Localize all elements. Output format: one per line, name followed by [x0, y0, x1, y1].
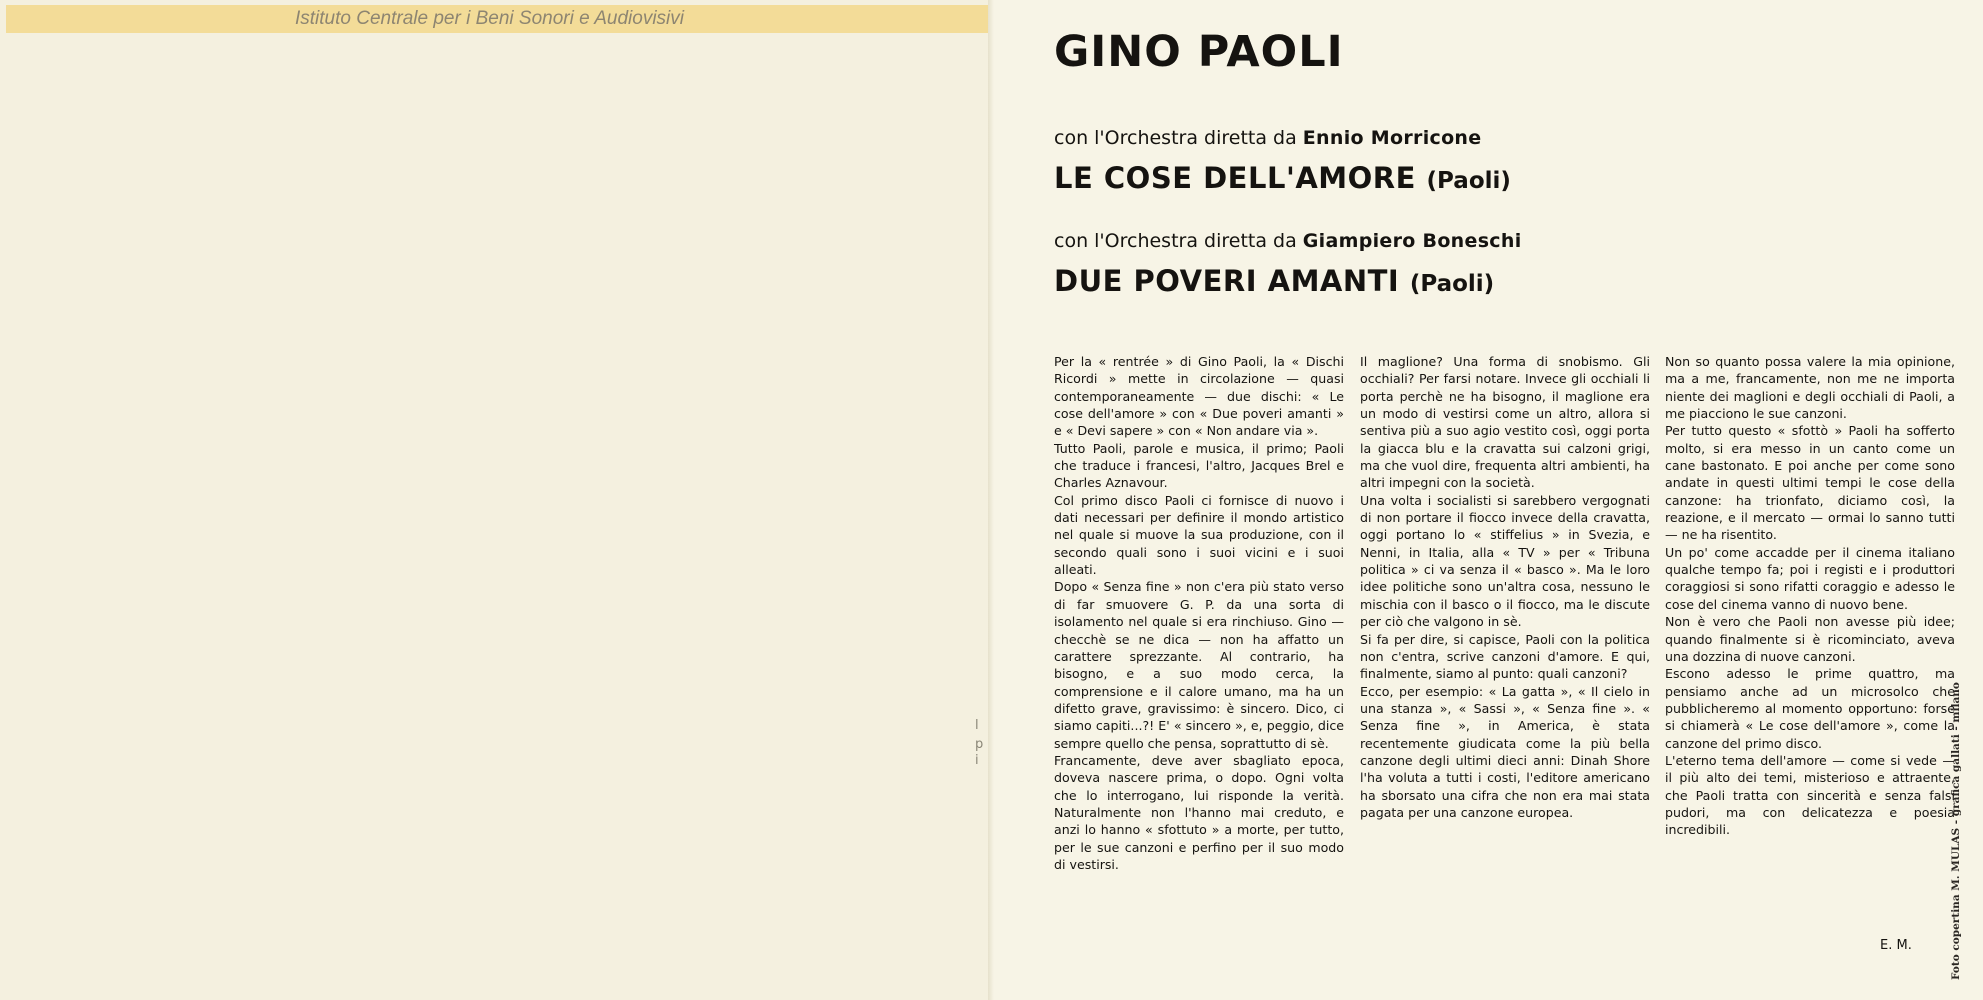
- paragraph: Si fa per dire, si capisce, Paoli con la politica non c'entra, scrive canzoni d'amore. E qui, finalmente, siamo al punto: quali canzoni?: [1360, 631, 1650, 682]
- paragraph: Per tutto questo « sfottò » Paoli ha sofferto molto, si era messo in un canto come un cane bastonato. E poi anche per come sono andate in questi ultimi tempi le cose della canzone: ha trionfato, diciamo così, la reazione, e il mercato — ormai lo sanno tutti — ne ha risentito.: [1665, 423, 1955, 543]
- liner-notes-column-1: [1054, 353, 1344, 873]
- orchestra-prefix: con l'Orchestra diretta da: [1054, 127, 1297, 149]
- left-blank-page: [0, 0, 990, 1000]
- paragraph: Tutto Paoli, parole e musica, il primo; Paoli che traduce i francesi, l'altro, Jacques Brel e Charles Aznavour.: [1054, 440, 1344, 491]
- song-composer: (Paoli): [1426, 168, 1511, 194]
- paragraph: Francamente, deve aver sbagliato epoca, doveva nascere prima, o dopo. Ogni volta che lo interrogano, lui risponde la verità. Naturalmente non l'hanno mai creduto, e anzi lo hanno « sfottuto » a morte, per tutto, per le sue canzoni e perfino per il suo modo di vestirsi.: [1054, 752, 1344, 872]
- song-title: DUE POVERI AMANTI: [1054, 264, 1400, 298]
- orchestra-credit-2: [1054, 228, 1522, 254]
- conductor-name: Ennio Morricone: [1302, 127, 1482, 149]
- paragraph: L'eterno tema dell'amore — come si vede — il più alto dei temi, misterioso e attraente, che Paoli tratta con sincerità e senza falsi pudori, ma con delicatezza e poesia incredibili.: [1665, 752, 1955, 838]
- orchestra-prefix: con l'Orchestra diretta da: [1054, 230, 1297, 252]
- conductor-name: Giampiero Boneschi: [1302, 230, 1522, 252]
- archive-banner: Istituto Centrale per i Beni Sonori e Audiovisivi: [6, 5, 1005, 33]
- paragraph: Una volta i socialisti si sarebbero vergognati di non portare il fiocco invece della cravatta, oggi portano lo « stiffelius » in Svezia, e Nenni, in Italia, alla « TV » per « Tribuna politica » ci va senza il « basco ». Ma le loro idee politiche sono un'altra cosa, nessuno le mischia con il basco o il fiocco, ma le discute per ciò che valgono in sè.: [1360, 492, 1650, 630]
- song-title: LE COSE DELL'AMORE: [1054, 161, 1416, 195]
- liner-notes-column-3: [1665, 353, 1955, 839]
- photo-credit-vertical: Foto copertina M. MULAS - grafica gallati - milano: [1950, 682, 1962, 980]
- liner-notes-column-2: [1360, 353, 1650, 821]
- song-composer: (Paoli): [1409, 271, 1495, 297]
- paragraph: Per la « rentrée » di Gino Paoli, la « Dischi Ricordi » mette in circolazione — quasi contemporaneamente — due dischi: « Le cose dell'amore » con « Due poveri amanti » e « Devi sapere » con « Non andare via ».: [1054, 354, 1344, 439]
- paragraph: Col primo disco Paoli ci fornisce di nuovo i dati necessari per definire il mondo artistico nel quale si muove la sua produzione, con il secondo quali sono i suoi vicini e i suoi alleati.: [1054, 492, 1344, 578]
- bleed-through-mark: l: [975, 718, 979, 733]
- paragraph: Escono adesso le prime quattro, ma pensiamo anche ad un microsolco che pubblicheremo al momento opportuno: forse si chiamerà « Le cose dell'amore », come la canzone del primo disco.: [1665, 666, 1955, 751]
- orchestra-credit-1: [1054, 125, 1481, 151]
- bleed-through-mark: i: [975, 753, 979, 768]
- paragraph: Ecco, per esempio: « La gatta », « Il cielo in una stanza », « Sassi », « Senza fine ». « Senza fine », in America, è stata recentemente giudicata come la più bella canzone degli ultimi dieci anni: Dinah Shore l'ha voluta a tutti i costi, l'editore americano ha sborsato una cifra che non era mai stata pagata per una canzone europea.: [1360, 683, 1650, 820]
- song-title-2: [1054, 263, 1494, 302]
- paragraph: Un po' come accadde per il cinema italiano qualche tempo fa; poi i registi e i produttori coraggiosi si sono rifatti coraggio e adesso le cose del cinema vanno di nuovo bene.: [1665, 544, 1955, 612]
- author-signature: E. M.: [1880, 938, 1912, 953]
- artist-title: GINO PAOLI: [1054, 27, 1344, 77]
- bleed-through-mark: p: [975, 737, 984, 752]
- paragraph: Dopo « Senza fine » non c'era più stato verso di far smuovere G. P. da una sorta di isolamento nel quale si era rinchiuso. Gino — checchè se ne dica — non ha affatto un carattere sprezzante. Al contrario, ha bisogno, e a suo modo cerca, la comprensione e il calore umano, ma ha un difetto grave, gravissimo: è sincero. Dico, ci siamo capiti...?! E' « sincero », e, peggio, dice sempre quello che pensa, soprattutto di sè.: [1054, 579, 1344, 751]
- paragraph: Il maglione? Una forma di snobismo. Gli occhiali? Per farsi notare. Invece gli occhiali li porta perchè ne ha bisogno, il maglione era un modo di vestirsi come un altro, allora si sentiva più a suo agio vestito così, oggi porta la giacca blu e la cravatta sui calzoni grigi, ma che vuol dire, frequenta altri ambienti, ha altri impegni con la società.: [1360, 354, 1650, 491]
- paragraph: Non so quanto possa valere la mia opinione, ma a me, francamente, non me ne importa niente dei maglioni e degli occhiali di Paoli, a me piacciono le sue canzoni.: [1665, 354, 1955, 422]
- paragraph: Non è vero che Paoli non avesse più idee; quando finalmente si è ricominciato, aveva una dozzina di nuove canzoni.: [1665, 614, 1955, 664]
- song-title-1: [1054, 160, 1511, 199]
